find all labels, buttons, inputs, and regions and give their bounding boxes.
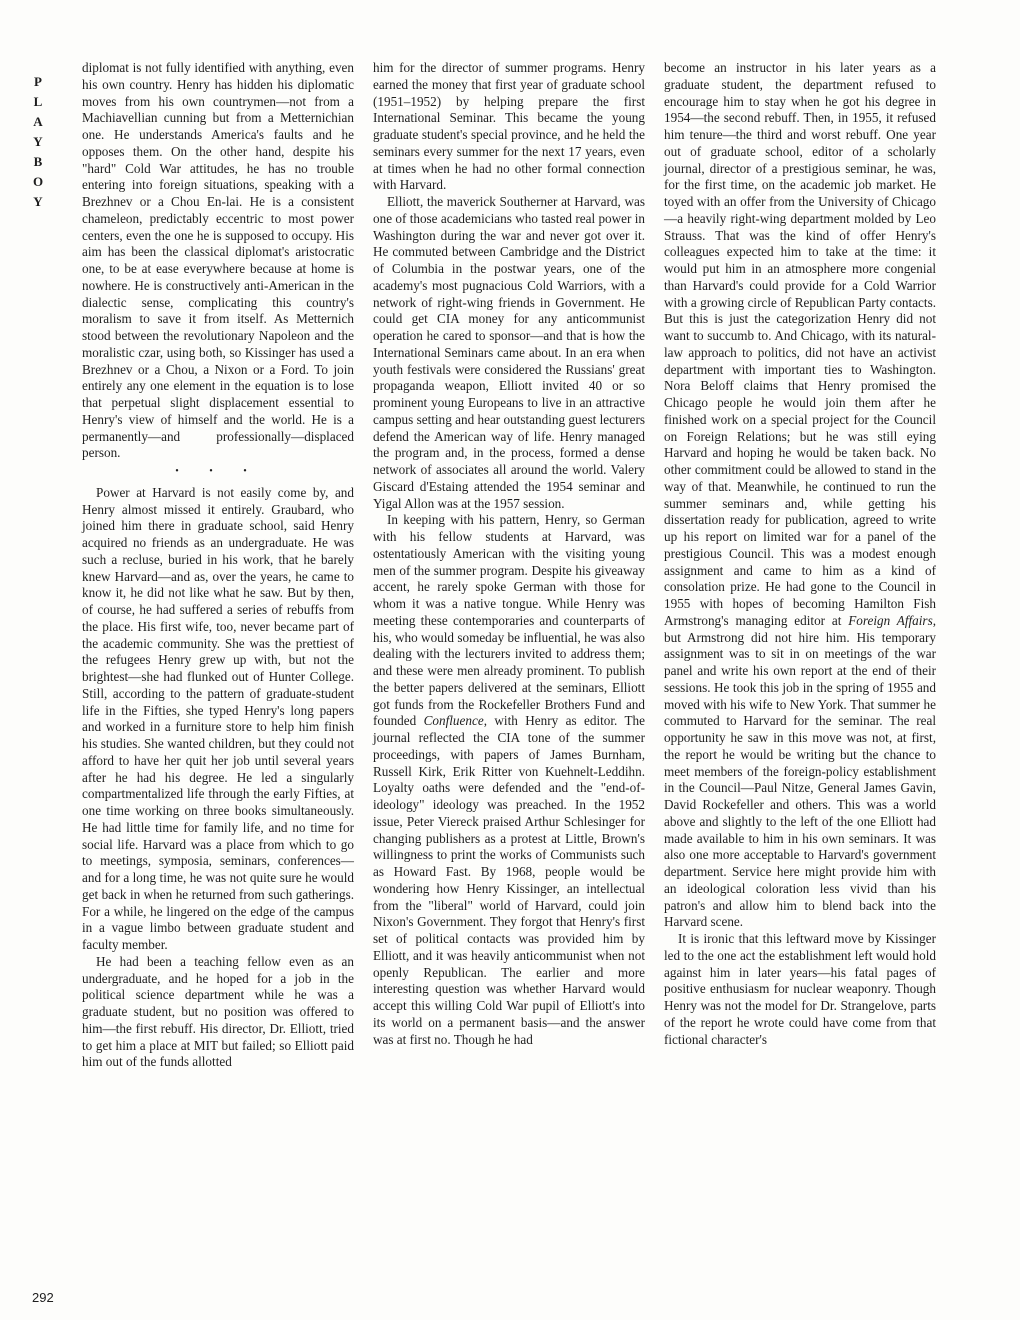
journal-title: Foreign Affairs [848,612,933,628]
text-run: , with Henry as editor. The journal reflected the CIA tone of the summer proceedings, with papers of James Burnham, Russell Kirk, Erik Ritter von Kuehnelt-Leddihn. Loyalty oaths were defended and the "end-of-ideology" ideology was preached. In the 1952 issue, Peter Viereck praised Arthur Schlesinger for changing publishers as a protest at Little, Brown's willingness to print the works of Communists such as Howard Fast. By 1968, people would be wondering how Henry Kissinger, an intellectual from the "liberal" world of Harvard, could join Nixon's Government. They forgot that Henry's first set of political contacts was provided him by Elliott, and it was heavily anticommunist when not openly Republican. The earlier and more interesting question was whether Harvard would accept this willing Cold War pupil of Elliott's into its world on a permanent basis—and the answer was at first no. Though he had [373,713,645,1047]
paragraph [664,60,936,931]
article-column-3 [664,60,936,1048]
text-run: become an instructor in his later years as a graduate student, the department refused to encourage him to stay when he got his degree in 1954—the second rebuff. Then, in 1955, it refused him tenure—the third and worst rebuff. One year out of graduate school, editor of a scholarly journal, director of a prestigious seminar, he was, for the first time, on the academic job market. He toyed with an offer from the University of Chicago—a heavily right-wing department molded by Leo Strauss. That was the kind of offer Henry's colleagues expected him to take at the time: it would put him in an atmosphere more congenial than Harvard's could provide for a Cold Warrior with a growing circle of Republican Party contacts. But this is just the categorization Henry did not want to succumb to. And Chicago, with its natural-law approach to politics, did not have an activist department with important ties to Washington. Nora Beloff claims that Henry promised the Chicago people he would join them after he finished work on a special project for the Council on Foreign Relations; but he was still eying Harvard and hoping he would be taken back. No other commitment could be allowed to stand in the way of that. Meanwhile, he continued to run the summer seminars and, while getting his dissertation ready for publication, agreed to write up his report on limited war for a panel of the prestigious Council. This was a modest enough assignment and came to him as a kind of consolation prize. He had gone to the Council in 1955 with hopes of becoming Hamilton Fish Armstrong's managing editor at [664,60,936,628]
magazine-letter: P [34,74,42,89]
page-number: 292 [32,1290,54,1305]
magazine-name-vertical [30,72,46,212]
magazine-letter: B [33,154,43,169]
paragraph: diplomat is not fully identified with anything, even his own country. Henry has hidden his diplomatic moves from his own countrymen—not from a Machiavellian cunning but from a Metternichian one. He understands America's faults and he opposes them. On the other hand, despite his "hard" Cold War attitudes, he has no trouble entering into foreign situations, speaking with a Brezhnev or a Chou En-lai. He is a consistent chameleon, predictably eccentric to most power centers, even the one he is supposed to occupy. His aim has been the classical diplomat's aristocratic one, to be at ease everywhere because at home is nowhere. He is constructively anti-American in the dialectic sense, complicating this country's moralism to save it from itself. As Metternich stood between the revolutionary Napoleon and the moralistic czar, using both, so Kissinger has used a Brezhnev or a Chou, a Nixon or a Ford. To join entirely any one element in the equation is to lose that perpetual slight displacement essential to Henry's view of himself and the world. He is a permanently—and professionally—displaced person. [82,60,354,461]
paragraph: He had been a teaching fellow even as an undergraduate, and he hoped for a job in the political science department while he was a graduate student, but no position was offered to him—the first rebuff. His director, Dr. Elliott, tried to get him a place at MIT but failed; so Elliott paid him out of the funds allotted [82,953,354,1070]
article-column-2 [373,60,645,1048]
text-run: In keeping with his pattern, Henry, so German with his fellow students at Harvard, was ostentatiously American with the visiting young men of the summer program. Despite his giveaway accent, he rarely spoke German with those for whom it was a native tongue. While Henry was meeting these contemporaries and counterparts of his, who would someday be influential, he was also dealing with the lecturers invited to address them; and these were men already prominent. To publish the better papers delivered at the seminars, Elliott got funds from the Rockefeller Brothers Fund and founded [373,512,645,729]
magazine-letter: O [32,174,44,189]
paragraph [373,512,645,1048]
magazine-letter: L [33,94,43,109]
paragraph: Power at Harvard is not easily come by, and Henry almost missed it entirely. Graubard, who joined him there in graduate school, said Henry acquired no friends as an undergraduate. He was such a recluse, buried in his work, that he barely knew Harvard—and as, over the years, he came to know it, he did not like what he saw. But by then, of course, he had suffered a series of rebuffs from the place. His first wife, too, never became part of the academic community. She was the prettiest of the refugees Henry grew up with, but not the brightest—she had flunked out of Hunter College. Still, according to the pattern of graduate-student life in the Fifties, she typed Henry's long papers and worked in a furniture store to help him finish his studies. She wanted children, but they could not afford to have her quit her job until several years after he had his degree. He led a singularly compartmentalized life through the early Fifties, at one time working on three books simultaneously. He had little time for family life, and no time for social life. Harvard was a place from which to go to meetings, symposia, seminars, conferences—and for a long time, he was not quite sure he would get back in when he returned from such gatherings. For a while, he lingered on the edge of the campus in a vague limbo between graduate student and faculty member. [82,484,354,952]
text-run: , but Armstrong did not hire him. His temporary assignment was to sit in on meetings of the war panel and write his own report at the end of their sessions. He took this job in the spring of 1955 and moved with his wife to New York. That summer he commuted to Harvard for the seminar. The real opportunity he saw in this move was not, at first, the report he would be writing but the chance to meet members of the foreign-policy establishment in the Council—Paul Nitze, General James Gavin, David Rockefeller and others. This was a world above and slightly to the left of the one Elliott had made available to him in his own seminars. It was also one more acceptable to Harvard's government department. Service here might provide him with an ideological coloration less vivid than his patron's and allow him to blend back into the Harvard scene. [664,612,936,930]
paragraph: him for the director of summer programs. Henry earned the money that first year of graduate school (1951–1952) by helping prepare the first International Seminar. This became the young graduate student's special province, and he held the seminars every summer for the next 17 years, even at times when he had no other formal connection with Harvard. [373,60,645,193]
paragraph: Elliott, the maverick Southerner at Harvard, was one of those academicians who tasted real power in Washington during the war and never got over it. He commuted between Cambridge and the District of Columbia in the postwar years, one of the academy's most pugnacious Cold Warriors, with a network of right-wing friends in Government. He could get CIA money for any anticommunist operation he cared to sponsor—and that is how the International Seminars came about. In an era when youth festivals were considered the Russians' great propaganda weapon, Elliott invited 40 or so prominent young Europeans to live in an attractive campus setting and hear outstanding guest lecturers defend the American way of life. Henry managed the program and, in the process, formed a dense network of associates all around the world. Valery Giscard d'Estaing attended the 1954 seminar and Yigal Allon was at the 1957 session. [373,194,645,511]
journal-title: Confluence [423,713,484,729]
article-column-1 [82,60,354,1071]
magazine-letter: Y [33,194,43,209]
paragraph: It is ironic that this leftward move by Kissinger led to the one act the establishment left would hold against him in later years—his fatal pages of positive enthusiasm for nuclear weaponry. Though Henry was not the model for Dr. Strangelove, parts of the report he wrote could have come from that fictional character's [664,931,936,1047]
section-separator: • • • [175,466,261,477]
magazine-letter: Y [33,134,43,149]
magazine-letter: A [33,114,43,129]
